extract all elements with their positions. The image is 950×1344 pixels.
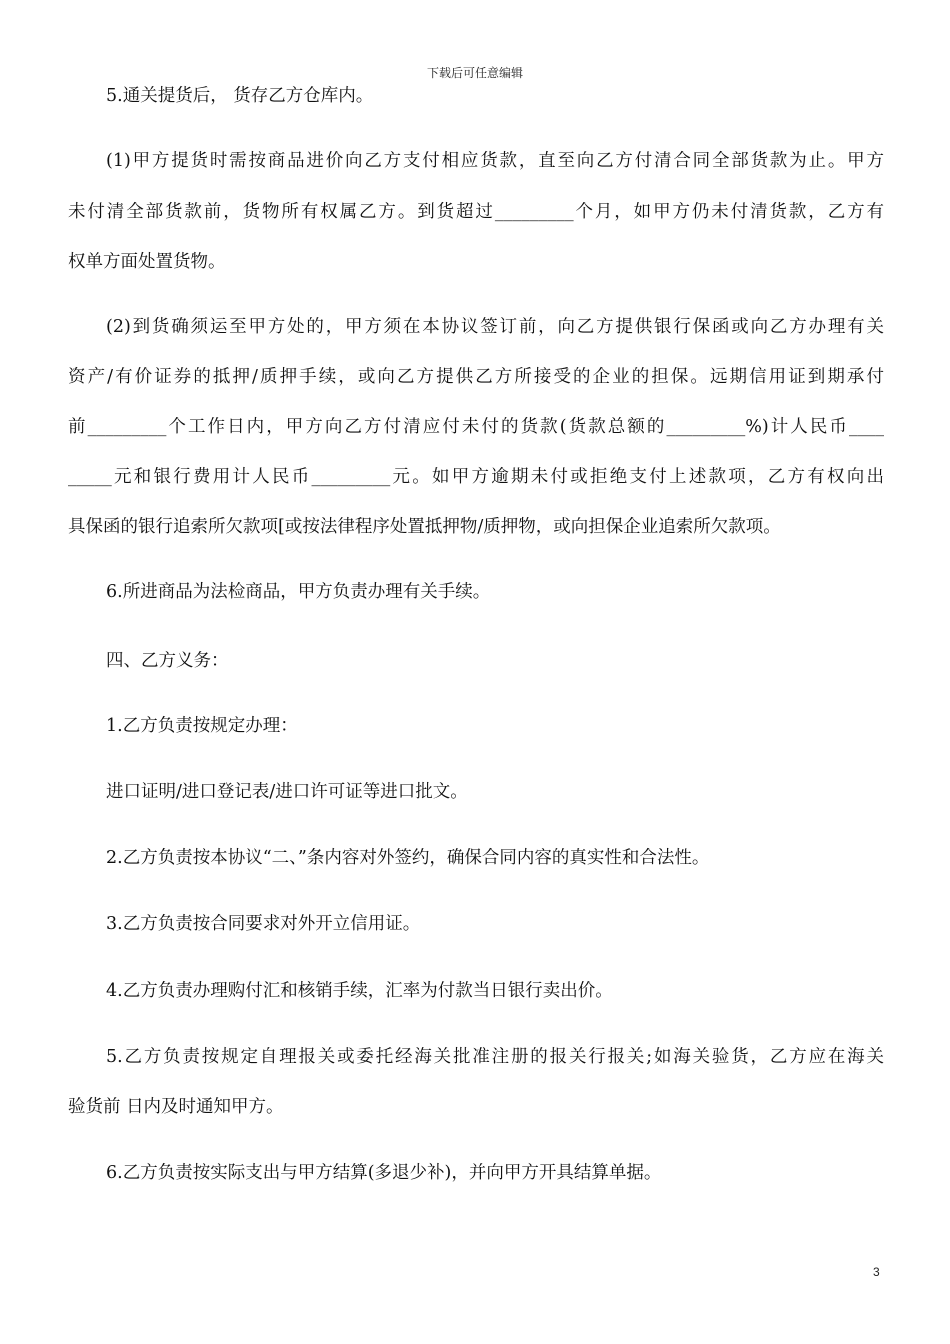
- paragraph-2-line-3: 前_________个工作日内，甲方向乙方付清应付未付的货款(货款总额的_________%)计人民币____: [68, 417, 884, 437]
- header-note: 下载后可任意编辑: [426, 66, 523, 80]
- paragraph-2-line-5: 具保函的银行追索所欠款项[或按法律程序处置抵押物/质押物，或向担保企业追索所欠款项。: [68, 517, 781, 537]
- clause-6-line: 6.所进商品为法检商品，甲方负责办理有关手续。: [106, 582, 491, 602]
- paragraph-2-line-1: (2)到货确须运至甲方处的，甲方须在本协议签订前，向乙方提供银行保函或向乙方办理有关: [106, 317, 884, 337]
- paragraph-2-line-2: 资产/有价证券的抵押/质押手续，或向乙方提供乙方所接受的企业的担保。远期信用证到期承付: [68, 367, 884, 387]
- obligation-6-line: 6.乙方负责按实际支出与甲方结算(多退少补)，并向甲方开具结算单据。: [106, 1163, 662, 1183]
- clause-5-line: 5.通关提货后， 货存乙方仓库内。: [106, 86, 374, 106]
- paragraph-1-line-3: 权单方面处置货物。: [68, 252, 226, 272]
- obligation-5-line-2: 验货前 日内及时通知甲方。: [68, 1097, 284, 1117]
- obligation-4-line: 4.乙方负责办理购付汇和核销手续，汇率为付款当日银行卖出价。: [106, 981, 613, 1001]
- obligation-1-line: 1.乙方负责按规定办理：: [106, 716, 298, 736]
- obligation-3-line: 3.乙方负责按合同要求对外开立信用证。: [106, 914, 421, 934]
- paragraph-1-line-2: 未付清全部货款前，货物所有权属乙方。到货超过_________个月，如甲方仍未付清货款，乙方有: [68, 202, 884, 222]
- obligation-2-line: 2.乙方负责按本协议“二、”条内容对外签约，确保合同内容的真实性和合法性。: [106, 848, 710, 868]
- paragraph-1-line-1: (1)甲方提货时需按商品进价向乙方支付相应货款，直至向乙方付清合同全部货款为止。甲方: [106, 151, 884, 171]
- page-number: 3: [873, 1265, 880, 1279]
- obligation-1-detail-line: 进口证明/进口登记表/进口许可证等进口批文。: [106, 782, 468, 802]
- paragraph-2-line-4: _____元和银行费用计人民币_________元。如甲方逾期未付或拒绝支付上述款项，乙方有权向出: [68, 467, 884, 487]
- obligation-5-line-1: 5.乙方负责按规定自理报关或委托经海关批准注册的报关行报关;如海关验货，乙方应在海关: [106, 1047, 884, 1067]
- section-heading-party-b-obligations: 四、乙方义务：: [106, 651, 229, 671]
